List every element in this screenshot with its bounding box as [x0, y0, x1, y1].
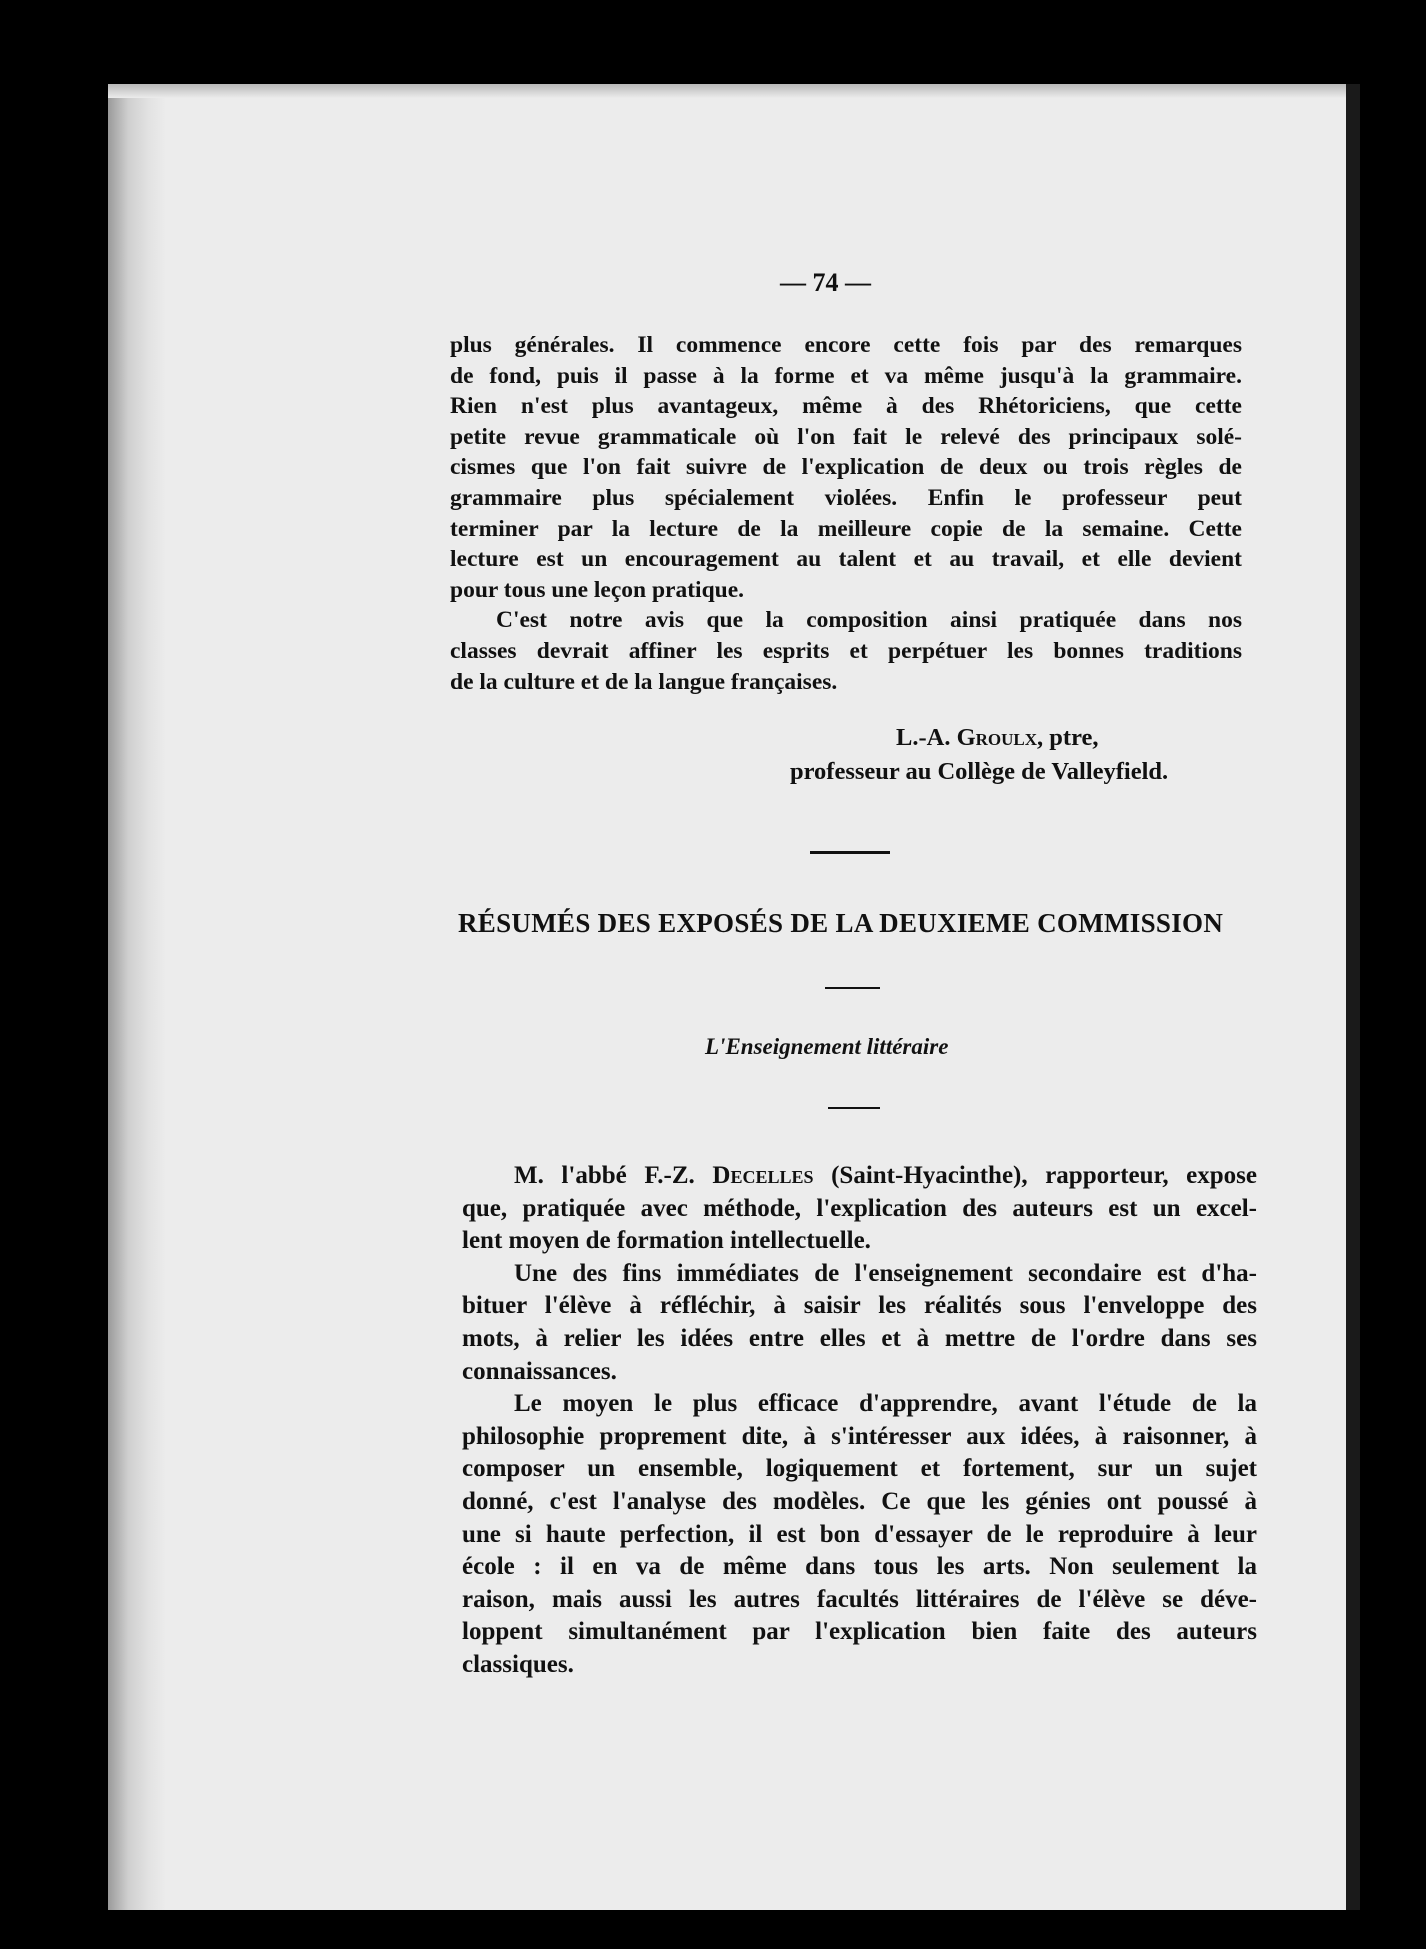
speaker-prefix: M. l'abbé F.-Z. [514, 1162, 713, 1189]
text-block-commission [462, 1160, 1257, 1682]
text-line: loppent simultanément par l'explication bien faite des auteurs [462, 1618, 1257, 1646]
text-line: classes devrait affiner les esprits et perpétuer les bonnes traditions [450, 637, 1242, 664]
text-line: lent moyen de formation intellectuelle. [462, 1227, 871, 1255]
text-line: Le moyen le plus efficace d'apprendre, avant l'étude de la [514, 1390, 1257, 1418]
signature-name-prefix: L.-A. [896, 724, 957, 751]
text-line [462, 1160, 1257, 1193]
text-line: donné, c'est l'analyse des modèles. Ce que les génies ont poussé à [462, 1487, 1257, 1515]
signature-title: professeur au Collège de Valleyfield. [790, 758, 1169, 785]
page-top-edge-shadow [108, 84, 1346, 98]
speaker-rest: (Saint-Hyacinthe), rapporteur, expose [813, 1162, 1257, 1189]
text-line: grammaire plus spécialement violées. Enfin le professeur peut [450, 484, 1242, 511]
text-line: Rien n'est plus avantageux, même à des Rhétoriciens, que cette [450, 393, 1242, 420]
page-left-edge-shadow [108, 84, 166, 1910]
text-line: plus générales. Il commence encore cette fois par des remarques [450, 332, 1242, 358]
text-line: raison, mais aussi les autres facultés littéraires de l'élève se déve- [462, 1585, 1257, 1613]
subtitle: L'Enseignement littéraire [705, 1034, 949, 1059]
text-line: lecture est un encouragement au talent et au travail, et elle devient [450, 546, 1242, 573]
text-line: petite revue grammaticale où l'on fait le relevé des principaux solé- [450, 423, 1242, 450]
text-line: classiques. [462, 1650, 574, 1678]
text-line: philosophie proprement dite, à s'intéresser aux idées, à raisonner, à [462, 1422, 1257, 1450]
text-line: terminer par la lecture de la meilleure copie de la semaine. Cette [450, 515, 1242, 542]
speaker-name: Decelles [712, 1162, 814, 1189]
text-line: Une des fins immédiates de l'enseignement secondaire est d'ha- [514, 1259, 1257, 1287]
text-line: une si haute perfection, il est bon d'essayer de le reproduire à leur [462, 1520, 1257, 1548]
text-line: mots, à relier les idées entre elles et à mettre de l'ordre dans ses [462, 1324, 1257, 1352]
text-line: composer un ensemble, logiquement et fortement, sur un sujet [462, 1455, 1257, 1483]
text-line: connaissances. [462, 1357, 617, 1385]
text-block-continuation [450, 330, 1242, 697]
page-number: — 74 — [780, 268, 871, 297]
text-line: de la culture et de la langue françaises. [450, 668, 838, 695]
text-line: bituer l'élève à réfléchir, à saisir les réalités sous l'enveloppe des [462, 1292, 1257, 1320]
section-divider [810, 851, 890, 854]
signature-name [896, 724, 1099, 752]
text-line: cismes que l'on fait suivre de l'explication de deux ou trois règles de [450, 454, 1242, 481]
facing-page-edge [1346, 84, 1360, 1910]
text-line: de fond, puis il passe à la forme et va même jusqu'à la grammaire. [450, 362, 1242, 389]
subtitle-divider-bottom [828, 1107, 880, 1109]
signature-surname: Groulx [956, 724, 1038, 751]
text-line: pour tous une leçon pratique. [450, 576, 745, 603]
text-line: que, pratiquée avec méthode, l'explication des auteurs est un excel- [462, 1194, 1257, 1222]
text-line: école : il en va de même dans tous les arts. Non seulement la [462, 1553, 1257, 1581]
signature-name-suffix: , ptre, [1037, 724, 1099, 751]
text-line: C'est notre avis que la composition ainsi pratiquée dans nos [496, 607, 1242, 634]
section-title: RÉSUMÉS DES EXPOSÉS DE LA DEUXIEME COMMISSION [458, 908, 1224, 938]
subtitle-divider-top [825, 987, 880, 989]
